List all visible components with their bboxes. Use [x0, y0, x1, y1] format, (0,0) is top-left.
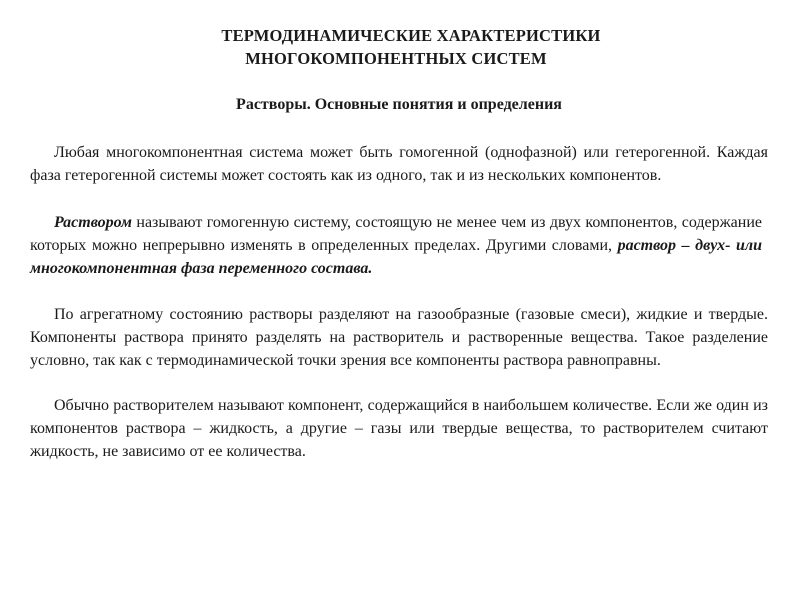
title-line-2: МНОГОКОМПОНЕНТНЫХ СИСТЕМ	[245, 49, 547, 68]
document-page	[30, 24, 768, 463]
paragraph-2	[30, 211, 762, 280]
paragraph-3: По агрегатному состоянию растворы разделяют на газообразные (газовые смеси), жидкие и твердые. Компоненты раствора принято разделять на растворитель и растворенные вещества. Такое разделение условно, так как с термодинамической точки зрения все компоненты раствора равноправны.	[30, 306, 768, 369]
paragraph-2-text: называют гомогенную систему, состоящую не менее чем из двух компонентов, содержание которых можно непрерывно изменять в определенных пределах. Другими словами,	[30, 214, 762, 254]
paragraph-4: Обычно растворителем называют компонент, содержащийся в наибольшем количестве. Если же один из компонентов раствора – жидкость, а другие – газы или твердые вещества, то растворителем считают жидкость, не зависимо от ее количества.	[30, 397, 768, 460]
title-line-1: ТЕРМОДИНАМИЧЕСКИЕ ХАРАКТЕРИСТИКИ	[221, 26, 601, 45]
term-solution: Раствором	[54, 214, 132, 231]
paragraph-2-emphasis: раствор – двух- или многокомпонентная фаза переменного состава.	[30, 237, 762, 277]
paragraph-1: Любая многокомпонентная система может быть гомогенной (однофазной) или гетерогенной. Каждая фаза гетерогенной системы может состоять как из одного, так и из нескольких компонентов.	[30, 144, 768, 184]
section-subtitle: Растворы. Основные понятия и определения	[236, 96, 562, 113]
document-title	[30, 24, 768, 70]
